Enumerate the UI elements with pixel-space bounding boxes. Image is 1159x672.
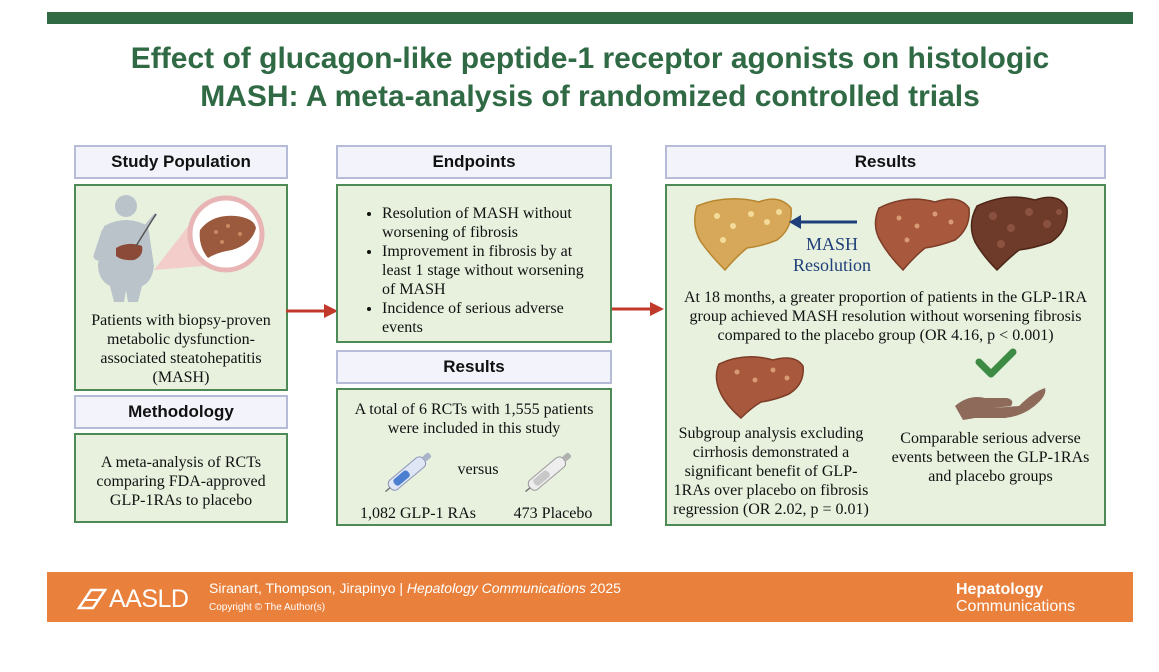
main-finding-text: At 18 months, a greater proportion of patients in the GLP-1RA group achieved MASH resolution without worsening fibrosis compared to the placebo group (OR 4.16, p < 0.001)	[683, 289, 1088, 344]
aasld-logo-text: AASLD	[109, 585, 189, 613]
check-hand-icon	[949, 348, 1049, 424]
journal-brand	[956, 581, 1075, 615]
endpoint-item: • Incidence of serious adverse events	[382, 299, 598, 337]
patient-liver-illustration	[76, 186, 286, 311]
brand-line-2: Communications	[956, 598, 1076, 615]
middle-results-header: Results	[336, 350, 612, 384]
study-population-panel	[74, 184, 288, 391]
hand-icon	[955, 388, 1045, 420]
endpoints-panel	[336, 184, 612, 343]
study-population-header: Study Population	[74, 145, 288, 179]
arrow-to-results	[612, 301, 664, 317]
versus-label: versus	[457, 461, 499, 478]
glp1-count-label: 1,082 GLP-1 RAs	[359, 505, 476, 522]
middle-results-panel	[336, 388, 612, 526]
citation-authors: Siranart, Thompson, Jirapinyo |	[209, 580, 407, 596]
glp1-pen-icon	[378, 445, 442, 497]
mash-resolution-label: MASH Resolution	[792, 234, 871, 275]
endpoint-item: • Resolution of MASH without worsening of fibrosis	[382, 204, 598, 242]
methodology-header: Methodology	[74, 395, 288, 429]
subgroup-finding-text: Subgroup analysis excluding cirrhosis demonstrated a significant benefit of GLP-1RAs over placebo on fibrosis regression (OR 2.02, p = 0.01)	[673, 425, 869, 518]
results-header: Results	[665, 145, 1106, 179]
rct-count-text: A total of 6 RCTs with 1,555 patients were included in this study	[354, 401, 594, 437]
endpoints-list	[338, 204, 598, 337]
placebo-pen-icon	[518, 445, 582, 497]
copyright-text: Copyright © The Author(s)	[209, 602, 326, 613]
arrow-to-endpoints	[286, 303, 338, 319]
footer-bar	[47, 572, 1133, 622]
title-line-2: MASH: A meta-analysis of randomized controlled trials	[200, 80, 980, 113]
endpoints-header: Endpoints	[336, 145, 612, 179]
methodology-text: A meta-analysis of RCTs comparing FDA-approved GLP-1RAs to placebo	[96, 454, 266, 509]
citation-year: 2025	[585, 580, 621, 596]
results-panel	[665, 184, 1106, 526]
subgroup-liver-icon	[711, 350, 811, 420]
fibrotic-liver-icon	[971, 197, 1067, 270]
endpoint-item: • Improvement in fibrosis by at least 1 stage without worsening of MASH	[382, 242, 598, 299]
brand-line-1: Hepatology	[956, 581, 1044, 598]
page-title	[47, 40, 1133, 116]
study-population-text: Patients with biopsy-proven metabolic dysfunction-associated steatohepatitis (MASH)	[91, 312, 271, 386]
title-line-1: Effect of glucagon-like peptide-1 receptor agonists on histologic	[130, 42, 1050, 75]
aasld-logo-icon	[77, 588, 107, 610]
methodology-panel	[74, 433, 288, 523]
placebo-count-label: 473 Placebo	[513, 505, 593, 522]
citation	[209, 580, 621, 597]
top-accent-bar	[47, 12, 1133, 24]
checkmark-icon	[979, 352, 1013, 374]
safety-finding-text: Comparable serious adverse events between the GLP-1RAs and placebo groups	[891, 430, 1090, 485]
citation-journal: Hepatology Communications	[406, 580, 586, 596]
